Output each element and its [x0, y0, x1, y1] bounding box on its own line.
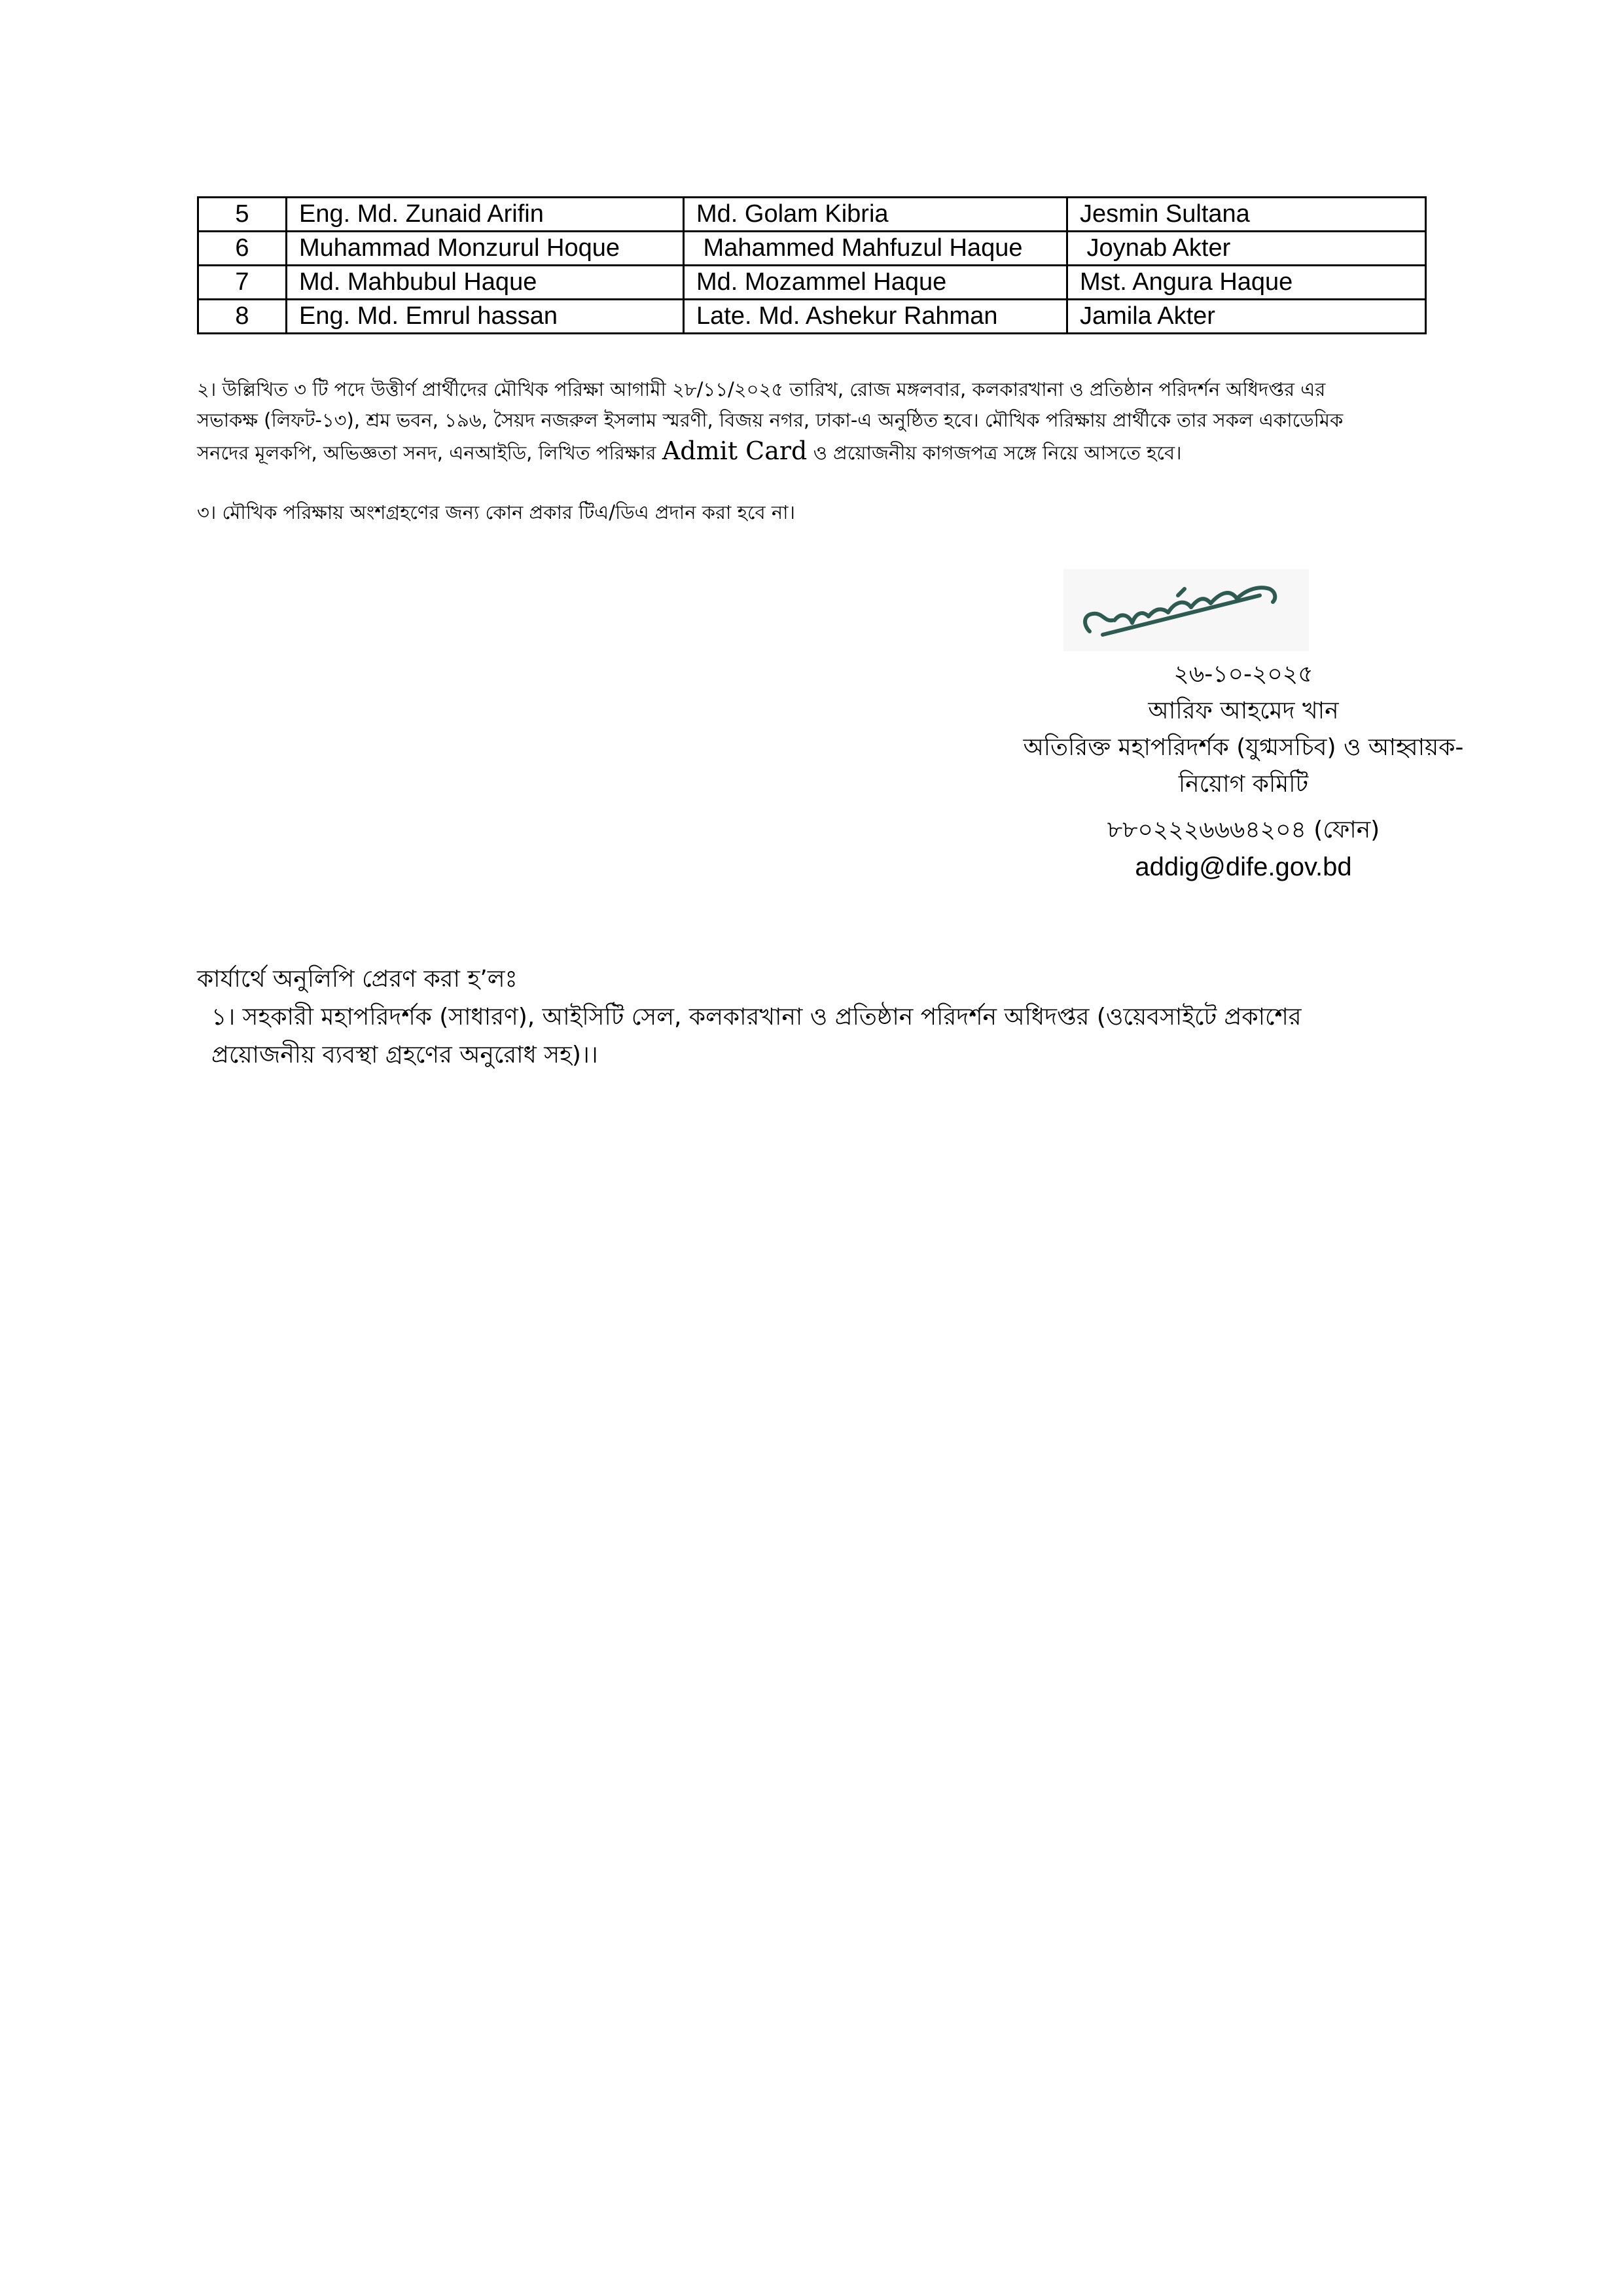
candidate-table [197, 196, 1427, 334]
paragraph-line [197, 436, 1427, 467]
mother-name-cell: Jamila Akter [1067, 300, 1426, 334]
serial-cell: 8 [198, 300, 287, 334]
mother-name-cell: Joynab Akter [1067, 232, 1426, 266]
signatory-block [851, 656, 1623, 885]
admit-card-text: Admit Card [662, 436, 808, 465]
notice-paragraph-3 [197, 497, 1427, 528]
signature-mark [1063, 569, 1309, 651]
copy-to-section [197, 961, 1440, 1074]
signatory-designation: অতিরিক্ত মহাপরিদর্শক (যুগ্মসচিব) ও আহ্বায়ক- [1023, 734, 1464, 761]
table-row [198, 198, 1426, 232]
mother-name-cell: Mst. Angura Haque [1067, 266, 1426, 300]
father-name-cell: Md. Mozammel Haque [684, 266, 1067, 300]
father-name-cell: Md. Golam Kibria [684, 198, 1067, 232]
signatory-designation: নিয়োগ কমিটি [1178, 771, 1309, 798]
signature-image [1063, 569, 1309, 651]
mother-name-cell: Jesmin Sultana [1067, 198, 1426, 232]
copy-to-item: প্রয়োজনীয় ব্যবস্থা গ্রহণের অনুরোধ সহ)।। [211, 1042, 598, 1069]
notice-paragraph-2 [197, 374, 1427, 467]
signatory-name: আরিফ আহমেদ খান [1148, 698, 1339, 724]
serial-cell: 7 [198, 266, 287, 300]
copy-to-item: ১। সহকারী মহাপরিদর্শক (সাধারণ), আইসিটি সেল, কলকারখানা ও প্রতিষ্ঠান পরিদর্শন অধিদপ্তর (ওয়েবসাইটে প্রকাশের [211, 1004, 1302, 1031]
father-name-cell: Late. Md. Ashekur Rahman [684, 300, 1067, 334]
table-row [198, 232, 1426, 266]
paragraph-line: সভাকক্ষ (লিফট-১৩), শ্রম ভবন, ১৯৬, সৈয়দ নজরুল ইসলাম স্মরণী, বিজয় নগর, ঢাকা-এ অনুষ্ঠিত হবে। মৌখিক পরিক্ষায় প্রার্থীকে তার সকল একাডেমিক [197, 409, 1344, 431]
paragraph-text: সনদের মূলকপি, অভিজ্ঞতা সনদ, এনআইডি, লিখিত পরিক্ষার [197, 442, 662, 464]
serial-cell: 5 [198, 198, 287, 232]
candidate-name-cell: Eng. Md. Emrul hassan [287, 300, 684, 334]
paragraph-line: ২। উল্লিখিত ৩ টি পদে উত্তীর্ণ প্রার্থীদের মৌখিক পরিক্ষা আগামী ২৮/১১/২০২৫ তারিখ, রোজ মঙ্গলবার, কলকারখানা ও প্রতিষ্ঠান পরিদর্শন অধিদপ্তর এর [197, 378, 1326, 400]
signatory-email[interactable]: addig@dife.gov.bd [1135, 853, 1352, 881]
candidate-name-cell: Muhammad Monzurul Hoque [287, 232, 684, 266]
signature-date: ২৬-১০-২০২৫ [1173, 661, 1313, 688]
serial-cell: 6 [198, 232, 287, 266]
copy-to-heading: কার্যার্থে অনুলিপি প্রেরণ করা হ’লঃ [197, 966, 518, 993]
table-row [198, 266, 1426, 300]
candidate-name-cell: Md. Mahbubul Haque [287, 266, 684, 300]
table-row [198, 300, 1426, 334]
candidate-name-cell: Eng. Md. Zunaid Arifin [287, 198, 684, 232]
paragraph-text: ও প্রয়োজনীয় কাগজপত্র সঙ্গে নিয়ে আসতে হবে। [807, 442, 1182, 464]
paragraph-line: ৩। মৌখিক পরিক্ষায় অংশগ্রহণের জন্য কোন প্রকার টিএ/ডিএ প্রদান করা হবে না। [197, 501, 795, 523]
signatory-phone: ৮৮০২২২৬৬৬৪২০৪ (ফোন) [1107, 817, 1380, 843]
father-name-cell: Mahammed Mahfuzul Haque [684, 232, 1067, 266]
